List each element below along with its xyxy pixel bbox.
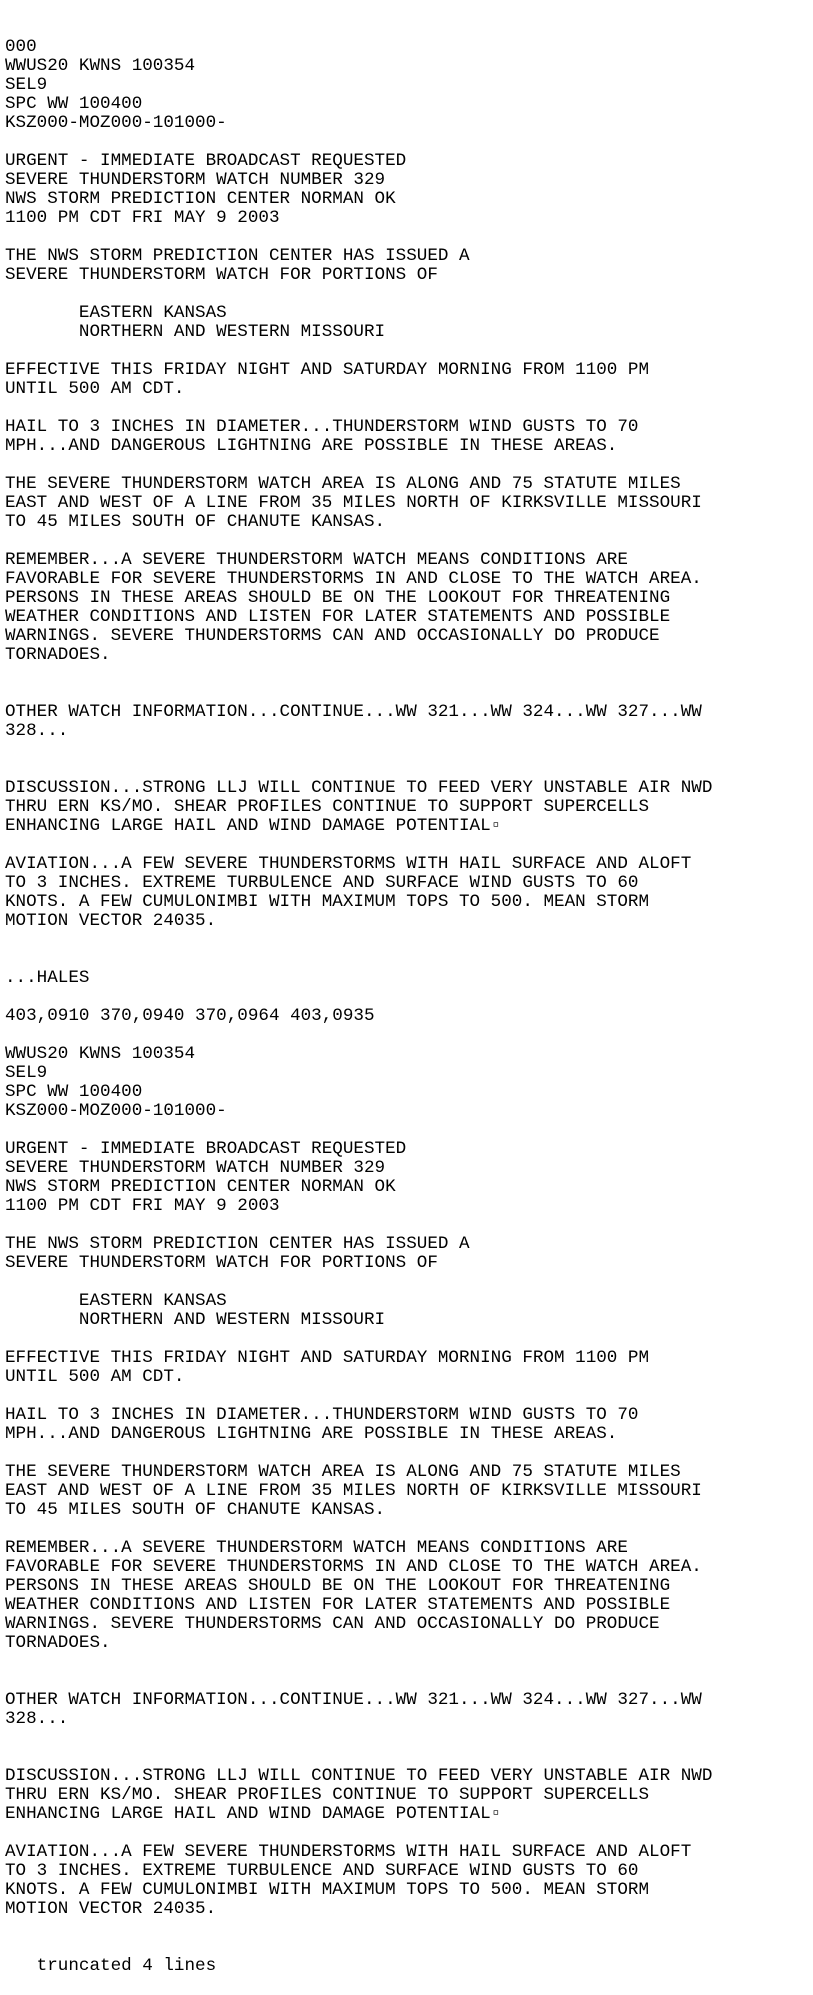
blank-line xyxy=(5,1026,813,1045)
text-line: SEVERE THUNDERSTORM WATCH FOR PORTIONS OF xyxy=(5,1253,438,1273)
blank-line xyxy=(5,133,813,152)
text-line: THE SEVERE THUNDERSTORM WATCH AREA IS ALONG AND 75 STATUTE MILES xyxy=(5,1462,681,1482)
blank-line xyxy=(5,1672,813,1691)
text-line: REMEMBER...A SEVERE THUNDERSTORM WATCH MEANS CONDITIONS ARE xyxy=(5,1538,628,1558)
text-line: MOTION VECTOR 24035. xyxy=(5,911,217,931)
text-line: TO 45 MILES SOUTH OF CHANUTE KANSAS. xyxy=(5,1500,386,1520)
text-line: KSZ000-MOZ000-101000- xyxy=(5,1101,227,1121)
text-line: THRU ERN KS/MO. SHEAR PROFILES CONTINUE TO SUPPORT SUPERCELLS xyxy=(5,797,650,817)
blank-line xyxy=(5,1121,813,1140)
text-line: KNOTS. A FEW CUMULONIMBI WITH MAXIMUM TOPS TO 500. MEAN STORM xyxy=(5,1880,650,1900)
text-line: URGENT - IMMEDIATE BROADCAST REQUESTED xyxy=(5,1139,407,1159)
text-line: HAIL TO 3 INCHES IN DIAMETER...THUNDERSTORM WIND GUSTS TO 70 xyxy=(5,417,639,437)
text-line: SEL9 xyxy=(5,75,48,95)
blank-line xyxy=(5,1444,813,1463)
text-line: UNTIL 500 AM CDT. xyxy=(5,1367,185,1387)
blank-line xyxy=(5,988,813,1007)
text-line: 000 xyxy=(5,37,37,57)
text-line: TO 3 INCHES. EXTREME TURBULENCE AND SURFACE WIND GUSTS TO 60 xyxy=(5,1861,639,1881)
blank-line xyxy=(5,342,813,361)
text-line: EASTERN KANSAS xyxy=(5,1291,227,1311)
blank-line xyxy=(5,931,813,950)
text-line: THE SEVERE THUNDERSTORM WATCH AREA IS ALONG AND 75 STATUTE MILES xyxy=(5,474,681,494)
text-line: SPC WW 100400 xyxy=(5,1082,143,1102)
blank-line xyxy=(5,741,813,760)
text-line: AVIATION...A FEW SEVERE THUNDERSTORMS WITH HAIL SURFACE AND ALOFT xyxy=(5,854,692,874)
text-line: NORTHERN AND WESTERN MISSOURI xyxy=(5,1310,386,1330)
blank-line xyxy=(5,1387,813,1406)
text-line: SEVERE THUNDERSTORM WATCH NUMBER 329 xyxy=(5,170,386,190)
text-line: EAST AND WEST OF A LINE FROM 35 MILES NORTH OF KIRKSVILLE MISSOURI xyxy=(5,1481,702,1501)
text-line: 328... xyxy=(5,721,69,741)
blank-line xyxy=(5,456,813,475)
text-line: WWUS20 KWNS 100354 xyxy=(5,1044,196,1064)
blank-line xyxy=(5,1653,813,1672)
blank-line xyxy=(5,1824,813,1843)
blank-line xyxy=(5,950,813,969)
blank-line xyxy=(5,285,813,304)
blank-line xyxy=(5,1216,813,1235)
blank-line xyxy=(5,836,813,855)
text-line: EAST AND WEST OF A LINE FROM 35 MILES NORTH OF KIRKSVILLE MISSOURI xyxy=(5,493,702,513)
text-line: SEVERE THUNDERSTORM WATCH FOR PORTIONS OF xyxy=(5,265,438,285)
text-line: OTHER WATCH INFORMATION...CONTINUE...WW 321...WW 324...WW 327...WW xyxy=(5,1690,702,1710)
text-line: EFFECTIVE THIS FRIDAY NIGHT AND SATURDAY MORNING FROM 1100 PM xyxy=(5,1348,650,1368)
text-line: URGENT - IMMEDIATE BROADCAST REQUESTED xyxy=(5,151,407,171)
blank-line xyxy=(5,532,813,551)
blank-line xyxy=(5,760,813,779)
text-line: ENHANCING LARGE HAIL AND WIND DAMAGE POTENTIAL▫ xyxy=(5,816,502,836)
text-line: FAVORABLE FOR SEVERE THUNDERSTORMS IN AND CLOSE TO THE WATCH AREA. xyxy=(5,1557,702,1577)
text-line: TORNADOES. xyxy=(5,1633,111,1653)
text-line: THE NWS STORM PREDICTION CENTER HAS ISSUED A xyxy=(5,1234,470,1254)
text-line: KSZ000-MOZ000-101000- xyxy=(5,113,227,133)
blank-line xyxy=(5,1748,813,1767)
blank-line xyxy=(5,1330,813,1349)
blank-line xyxy=(5,399,813,418)
text-line: UNTIL 500 AM CDT. xyxy=(5,379,185,399)
text-line: REMEMBER...A SEVERE THUNDERSTORM WATCH MEANS CONDITIONS ARE xyxy=(5,550,628,570)
text-line: THRU ERN KS/MO. SHEAR PROFILES CONTINUE TO SUPPORT SUPERCELLS xyxy=(5,1785,650,1805)
text-line: TO 45 MILES SOUTH OF CHANUTE KANSAS. xyxy=(5,512,386,532)
text-line: 1100 PM CDT FRI MAY 9 2003 xyxy=(5,208,280,228)
text-line: MPH...AND DANGEROUS LIGHTNING ARE POSSIBLE IN THESE AREAS. xyxy=(5,1424,618,1444)
text-line: WEATHER CONDITIONS AND LISTEN FOR LATER STATEMENTS AND POSSIBLE xyxy=(5,1595,671,1615)
text-line: PERSONS IN THESE AREAS SHOULD BE ON THE LOOKOUT FOR THREATENING xyxy=(5,588,671,608)
text-line: THE NWS STORM PREDICTION CENTER HAS ISSUED A xyxy=(5,246,470,266)
text-line: TO 3 INCHES. EXTREME TURBULENCE AND SURFACE WIND GUSTS TO 60 xyxy=(5,873,639,893)
text-line: SEL9 xyxy=(5,1063,48,1083)
text-line: SEVERE THUNDERSTORM WATCH NUMBER 329 xyxy=(5,1158,386,1178)
blank-line xyxy=(5,1520,813,1539)
text-line: PERSONS IN THESE AREAS SHOULD BE ON THE LOOKOUT FOR THREATENING xyxy=(5,1576,671,1596)
text-line: 328... xyxy=(5,1709,69,1729)
text-line: EFFECTIVE THIS FRIDAY NIGHT AND SATURDAY MORNING FROM 1100 PM xyxy=(5,360,650,380)
text-line: NWS STORM PREDICTION CENTER NORMAN OK xyxy=(5,189,396,209)
truncated-notice: truncated 4 lines xyxy=(5,1956,217,1976)
text-line: 1100 PM CDT FRI MAY 9 2003 xyxy=(5,1196,280,1216)
text-line: WEATHER CONDITIONS AND LISTEN FOR LATER STATEMENTS AND POSSIBLE xyxy=(5,607,671,627)
text-line: NORTHERN AND WESTERN MISSOURI xyxy=(5,322,386,342)
blank-line xyxy=(5,228,813,247)
text-line: NWS STORM PREDICTION CENTER NORMAN OK xyxy=(5,1177,396,1197)
text-line: HAIL TO 3 INCHES IN DIAMETER...THUNDERSTORM WIND GUSTS TO 70 xyxy=(5,1405,639,1425)
text-line: MPH...AND DANGEROUS LIGHTNING ARE POSSIBLE IN THESE AREAS. xyxy=(5,436,618,456)
text-line: FAVORABLE FOR SEVERE THUNDERSTORMS IN AND CLOSE TO THE WATCH AREA. xyxy=(5,569,702,589)
text-line: KNOTS. A FEW CUMULONIMBI WITH MAXIMUM TOPS TO 500. MEAN STORM xyxy=(5,892,650,912)
bulletin-text xyxy=(5,0,813,1995)
blank-line xyxy=(5,665,813,684)
text-line: EASTERN KANSAS xyxy=(5,303,227,323)
text-line: OTHER WATCH INFORMATION...CONTINUE...WW 321...WW 324...WW 327...WW xyxy=(5,702,702,722)
text-line: AVIATION...A FEW SEVERE THUNDERSTORMS WITH HAIL SURFACE AND ALOFT xyxy=(5,1842,692,1862)
blank-line xyxy=(5,1273,813,1292)
text-line: ENHANCING LARGE HAIL AND WIND DAMAGE POTENTIAL▫ xyxy=(5,1804,502,1824)
blank-line xyxy=(5,1729,813,1748)
text-line: WARNINGS. SEVERE THUNDERSTORMS CAN AND OCCASIONALLY DO PRODUCE xyxy=(5,1614,660,1634)
bulletin-lines xyxy=(5,38,813,1919)
text-line: DISCUSSION...STRONG LLJ WILL CONTINUE TO FEED VERY UNSTABLE AIR NWD xyxy=(5,1766,713,1786)
text-line: TORNADOES. xyxy=(5,645,111,665)
blank-line xyxy=(5,684,813,703)
text-line: SPC WW 100400 xyxy=(5,94,143,114)
text-line: WWUS20 KWNS 100354 xyxy=(5,56,196,76)
text-line: MOTION VECTOR 24035. xyxy=(5,1899,217,1919)
text-line: DISCUSSION...STRONG LLJ WILL CONTINUE TO FEED VERY UNSTABLE AIR NWD xyxy=(5,778,713,798)
text-line: ...HALES xyxy=(5,968,90,988)
text-line: WARNINGS. SEVERE THUNDERSTORMS CAN AND OCCASIONALLY DO PRODUCE xyxy=(5,626,660,646)
text-line: 403,0910 370,0940 370,0964 403,0935 xyxy=(5,1006,375,1026)
